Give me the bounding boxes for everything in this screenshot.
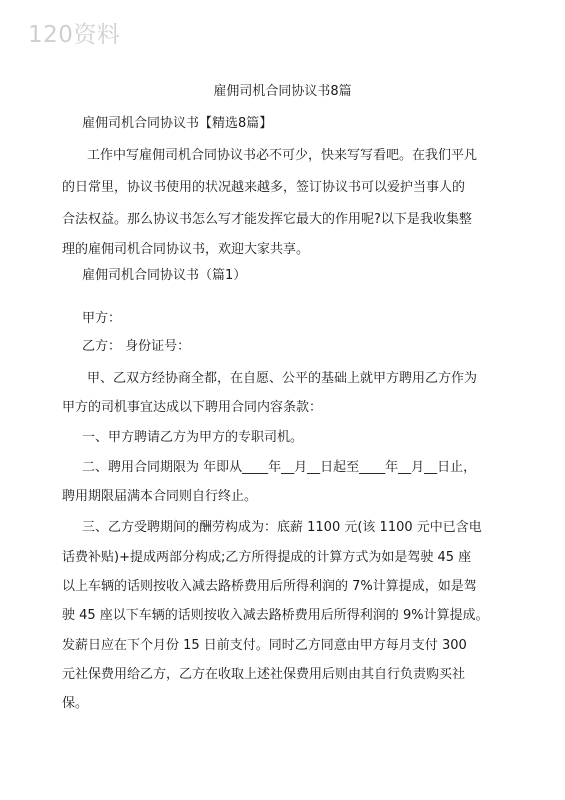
watermark: 120资料 [28, 22, 121, 48]
clause-3-line-1: 三、乙方受聘期间的酬劳构成为：底薪 1100 元(该 1100 元中已含电 [82, 520, 482, 535]
intro-line-4: 理的雇佣司机合同协议书，欢迎大家共享。 [62, 242, 310, 257]
clause-3-line-4: 驶 45 座以下车辆的话则按收入减去路桥费用后所得利润的 9%计算提成。 [62, 608, 489, 623]
clause-1-line: 一、甲方聘请乙方为甲方的专职司机。 [82, 430, 304, 445]
intro-line-1: 工作中写雇佣司机合同协议书必不可少，快来写写看吧。在我们平凡 [87, 148, 478, 163]
clause-3-line-6: 元社保费用给乙方，乙方在收取上述社保费用后则由其自行负责购买社 [62, 667, 466, 682]
subtitle-line: 雇佣司机合同协议书【精选8篇】 [82, 116, 273, 131]
clause-3-line-2: 话费补贴)+提成两部分构成;乙方所得提成的计算方式为如是驾驶 45 座 [62, 550, 472, 565]
clause-2-line-1: 二、聘用合同期限为 年即从____年__月__日起至____年__月__日止， [82, 460, 477, 475]
agreement-line-1: 甲、乙双方经协商全都，在自愿、公平的基础上就甲方聘用乙方作为 [87, 371, 478, 386]
document-title: 雇佣司机合同协议书8篇 [213, 84, 352, 99]
clause-2-line-2: 聘用期限届满本合同则自行终止。 [62, 489, 258, 504]
intro-line-2: 的日常里，协议书使用的状况越来越多，签订协议书可以爱护当事人的 [62, 180, 466, 195]
clause-3-line-3: 以上车辆的话则按收入减去路桥费用后所得利润的 7%计算提成，如是驾 [62, 579, 477, 594]
section-heading: 雇佣司机合同协议书（篇1） [82, 268, 247, 283]
party-a-line: 甲方： [82, 311, 122, 326]
agreement-line-2: 甲方的司机事宜达成以下聘用合同内容条款： [62, 400, 323, 415]
party-b-line: 乙方： 身份证号： [82, 339, 191, 354]
intro-line-3: 合法权益。那么协议书怎么写才能发挥它最大的作用呢?以下是我收集整 [62, 212, 472, 227]
clause-3-line-7: 保。 [62, 696, 89, 711]
clause-3-line-5: 发薪日应在下个月份 15 日前支付。同时乙方同意由甲方每月支付 300 [62, 638, 467, 653]
